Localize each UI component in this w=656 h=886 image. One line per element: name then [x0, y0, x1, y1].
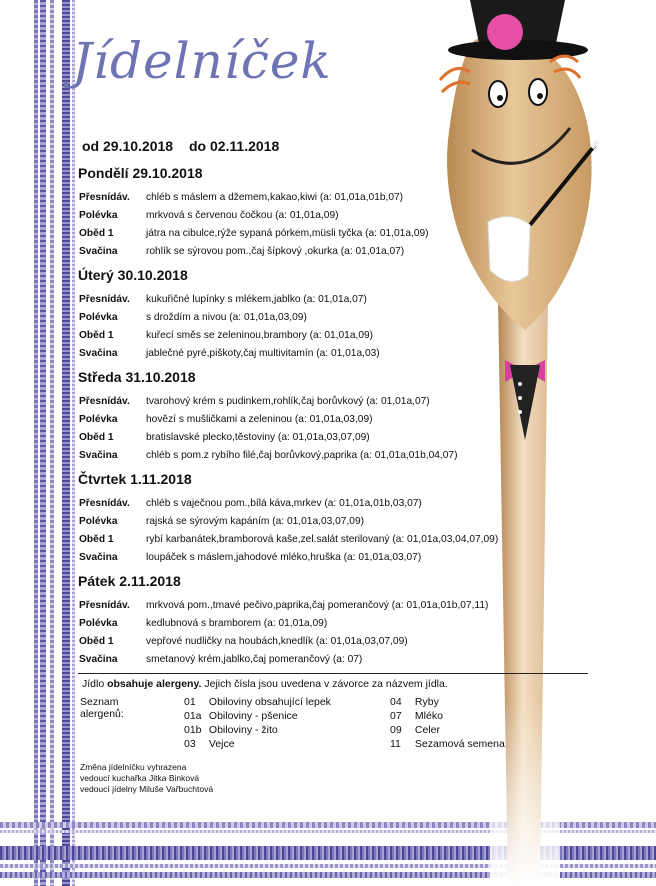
cloth-stripe: [34, 0, 38, 886]
date-from: od 29.10.2018: [82, 138, 174, 154]
meal-type: Oběd 1: [79, 534, 114, 545]
meal-row: [78, 309, 548, 327]
allergen-name: Celer: [414, 724, 441, 736]
day-section: [78, 369, 548, 465]
meal-type: Polévka: [79, 618, 118, 629]
allergen-note: [82, 678, 448, 690]
cloth-stripe: [72, 0, 75, 886]
meal-description: chléb s vaječnou pom.,bílá káva,mrkev (a: 01,01a,01b,03,07): [146, 498, 422, 509]
allergen-code: 09: [390, 724, 402, 736]
allergen-item: [184, 710, 298, 724]
allergen-item: [390, 738, 505, 752]
meal-type: Polévka: [79, 516, 118, 527]
meal-description: vepřové nudličky na houbách,knedlík (a: 01,01a,03,07,09): [146, 636, 408, 647]
meal-description: mrkvová s červenou čočkou (a: 01,01a,09): [146, 210, 339, 221]
day-heading: Středa 31.10.2018: [78, 369, 196, 385]
day-heading: Úterý 30.10.2018: [78, 267, 188, 283]
meal-row: [78, 549, 548, 567]
meal-row: [78, 207, 548, 225]
meal-row: [78, 447, 548, 465]
allergen-code: 04: [390, 696, 402, 708]
meal-description: tvarohový krém s pudinkem,rohlík,čaj borůvkový (a: 01,01a,07): [146, 396, 430, 407]
meal-row: [78, 225, 548, 243]
day-section: [78, 165, 548, 261]
meal-type: Přesnídáv.: [79, 294, 130, 305]
allergen-item: [390, 710, 443, 724]
allergen-name: Obiloviny - žito: [208, 724, 278, 736]
meal-description: kukuřičné lupínky s mlékem,jablko (a: 01,01a,07): [146, 294, 367, 305]
meal-type: Polévka: [79, 210, 118, 221]
allergen-name: Mléko: [414, 710, 443, 722]
meal-row: [78, 429, 548, 447]
section-divider: [78, 673, 588, 674]
meal-type: Svačina: [79, 654, 118, 665]
meal-type: Přesnídáv.: [79, 498, 130, 509]
day-heading: Pátek 2.11.2018: [78, 573, 181, 589]
day-heading: Čtvrtek 1.11.2018: [78, 471, 192, 487]
meal-row: [78, 495, 548, 513]
allergen-item: [184, 724, 278, 738]
meal-description: rajská se sýrovým kapáním (a: 01,01a,03,07,09): [146, 516, 365, 527]
meal-type: Přesnídáv.: [79, 396, 130, 407]
menu-week: [78, 165, 548, 675]
allergen-note-prefix: Jídlo: [82, 678, 105, 690]
date-to: do 02.11.2018: [188, 138, 280, 154]
pink-pompom: [487, 14, 523, 50]
allergen-name: Obiloviny obsahující lepek: [208, 696, 331, 708]
day-section: [78, 267, 548, 363]
allergen-code: 01: [184, 696, 196, 708]
meal-row: [78, 615, 548, 633]
meal-description: rybí karbanátek,bramborová kaše,zel.salát sterilovaný (a: 01,01a,03,04,07,09): [146, 534, 499, 545]
meal-description: játra na cibulce,rýže sypaná pórkem,müsli tyčka (a: 01,01a,09): [146, 228, 429, 239]
day-heading: Pondělí 29.10.2018: [78, 165, 203, 181]
allergen-item: [184, 738, 235, 752]
meal-description: kedlubnová s bramborem (a: 01,01a,09): [146, 618, 328, 629]
meal-type: Přesnídáv.: [79, 600, 130, 611]
footer-notes: [80, 762, 213, 795]
allergen-name: Sezamová semena: [414, 738, 505, 750]
allergen-name: Obiloviny - pšenice: [208, 710, 298, 722]
meal-row: [78, 291, 548, 309]
meal-type: Oběd 1: [79, 228, 114, 239]
meal-description: chléb s pom.z rybího filé,čaj borůvkový,paprika (a: 01,01a,01b,04,07): [146, 450, 458, 461]
meal-row: [78, 243, 548, 261]
meal-type: Svačina: [79, 552, 118, 563]
cloth-stripe: [50, 0, 54, 886]
meal-row: [78, 327, 548, 345]
meal-row: [78, 651, 548, 669]
meal-row: [78, 345, 548, 363]
allergen-code: 03: [184, 738, 196, 750]
cloth-stripe: [62, 0, 70, 886]
meal-description: kuřecí směs se zeleninou,brambory (a: 01,01a,09): [146, 330, 374, 341]
allergen-note-suffix: Jejich čísla jsou uvedena v závorce za názvem jídla.: [204, 678, 448, 690]
meal-description: jablečné pyré,piškoty,čaj multivitamín (a: 01,01a,03): [146, 348, 380, 359]
cloth-stripe: [40, 0, 46, 886]
meal-description: chléb s máslem a džemem,kakao,kiwi (a: 01,01a,01b,07): [146, 192, 404, 203]
day-section: [78, 471, 548, 567]
allergen-name: Ryby: [414, 696, 439, 708]
allergen-code: 01b: [184, 724, 202, 736]
meal-row: [78, 531, 548, 549]
meal-row: [78, 411, 548, 429]
allergen-item: [390, 724, 440, 738]
meal-type: Svačina: [79, 450, 118, 461]
date-range: [82, 138, 291, 154]
allergen-list-label: Seznam alergenů:: [80, 696, 124, 720]
footer-line: Změna jídelníčku vyhrazena: [80, 762, 187, 772]
meal-row: [78, 189, 548, 207]
meal-description: bratislavské plecko,těstoviny (a: 01,01a,03,07,09): [146, 432, 370, 443]
meal-description: loupáček s máslem,jahodové mléko,hruška (a: 01,01a,03,07): [146, 552, 422, 563]
meal-description: hovězí s mušličkami a zeleninou (a: 01,01a,03,09): [146, 414, 373, 425]
meal-row: [78, 393, 548, 411]
footer-line: vedoucí kuchařka Jitka Binková: [80, 773, 200, 783]
meal-type: Oběd 1: [79, 636, 114, 647]
meal-row: [78, 633, 548, 651]
footer-line: vedoucí jídelny Miluše Vařbuchtová: [80, 784, 214, 794]
meal-description: rohlík se sýrovou pom.,čaj šípkový ,okurka (a: 01,01a,07): [146, 246, 405, 257]
meal-row: [78, 597, 548, 615]
allergen-note-bold: obsahuje alergeny.: [107, 678, 202, 690]
page-title: Jídelníček: [72, 32, 332, 90]
meal-row: [78, 513, 548, 531]
allergen-item: [390, 696, 439, 710]
allergen-code: 11: [390, 738, 401, 750]
allergen-item: [184, 696, 331, 710]
meal-type: Svačina: [79, 246, 118, 257]
meal-type: Oběd 1: [79, 330, 114, 341]
meal-type: Oběd 1: [79, 432, 114, 443]
allergen-code: 01a: [184, 710, 202, 722]
allergen-code: 07: [390, 710, 402, 722]
meal-description: smetanový krém,jablko,čaj pomerančový (a: 07): [146, 654, 363, 665]
meal-type: Polévka: [79, 312, 118, 323]
day-section: [78, 573, 548, 669]
meal-description: mrkvová pom.,tmavé pečivo,paprika,čaj pomerančový (a: 01,01a,01b,07,11): [146, 600, 489, 611]
meal-type: Přesnídáv.: [79, 192, 130, 203]
allergen-name: Vejce: [208, 738, 235, 750]
meal-type: Svačina: [79, 348, 118, 359]
meal-description: s droždím a nivou (a: 01,01a,03,09): [146, 312, 307, 323]
meal-type: Polévka: [79, 414, 118, 425]
